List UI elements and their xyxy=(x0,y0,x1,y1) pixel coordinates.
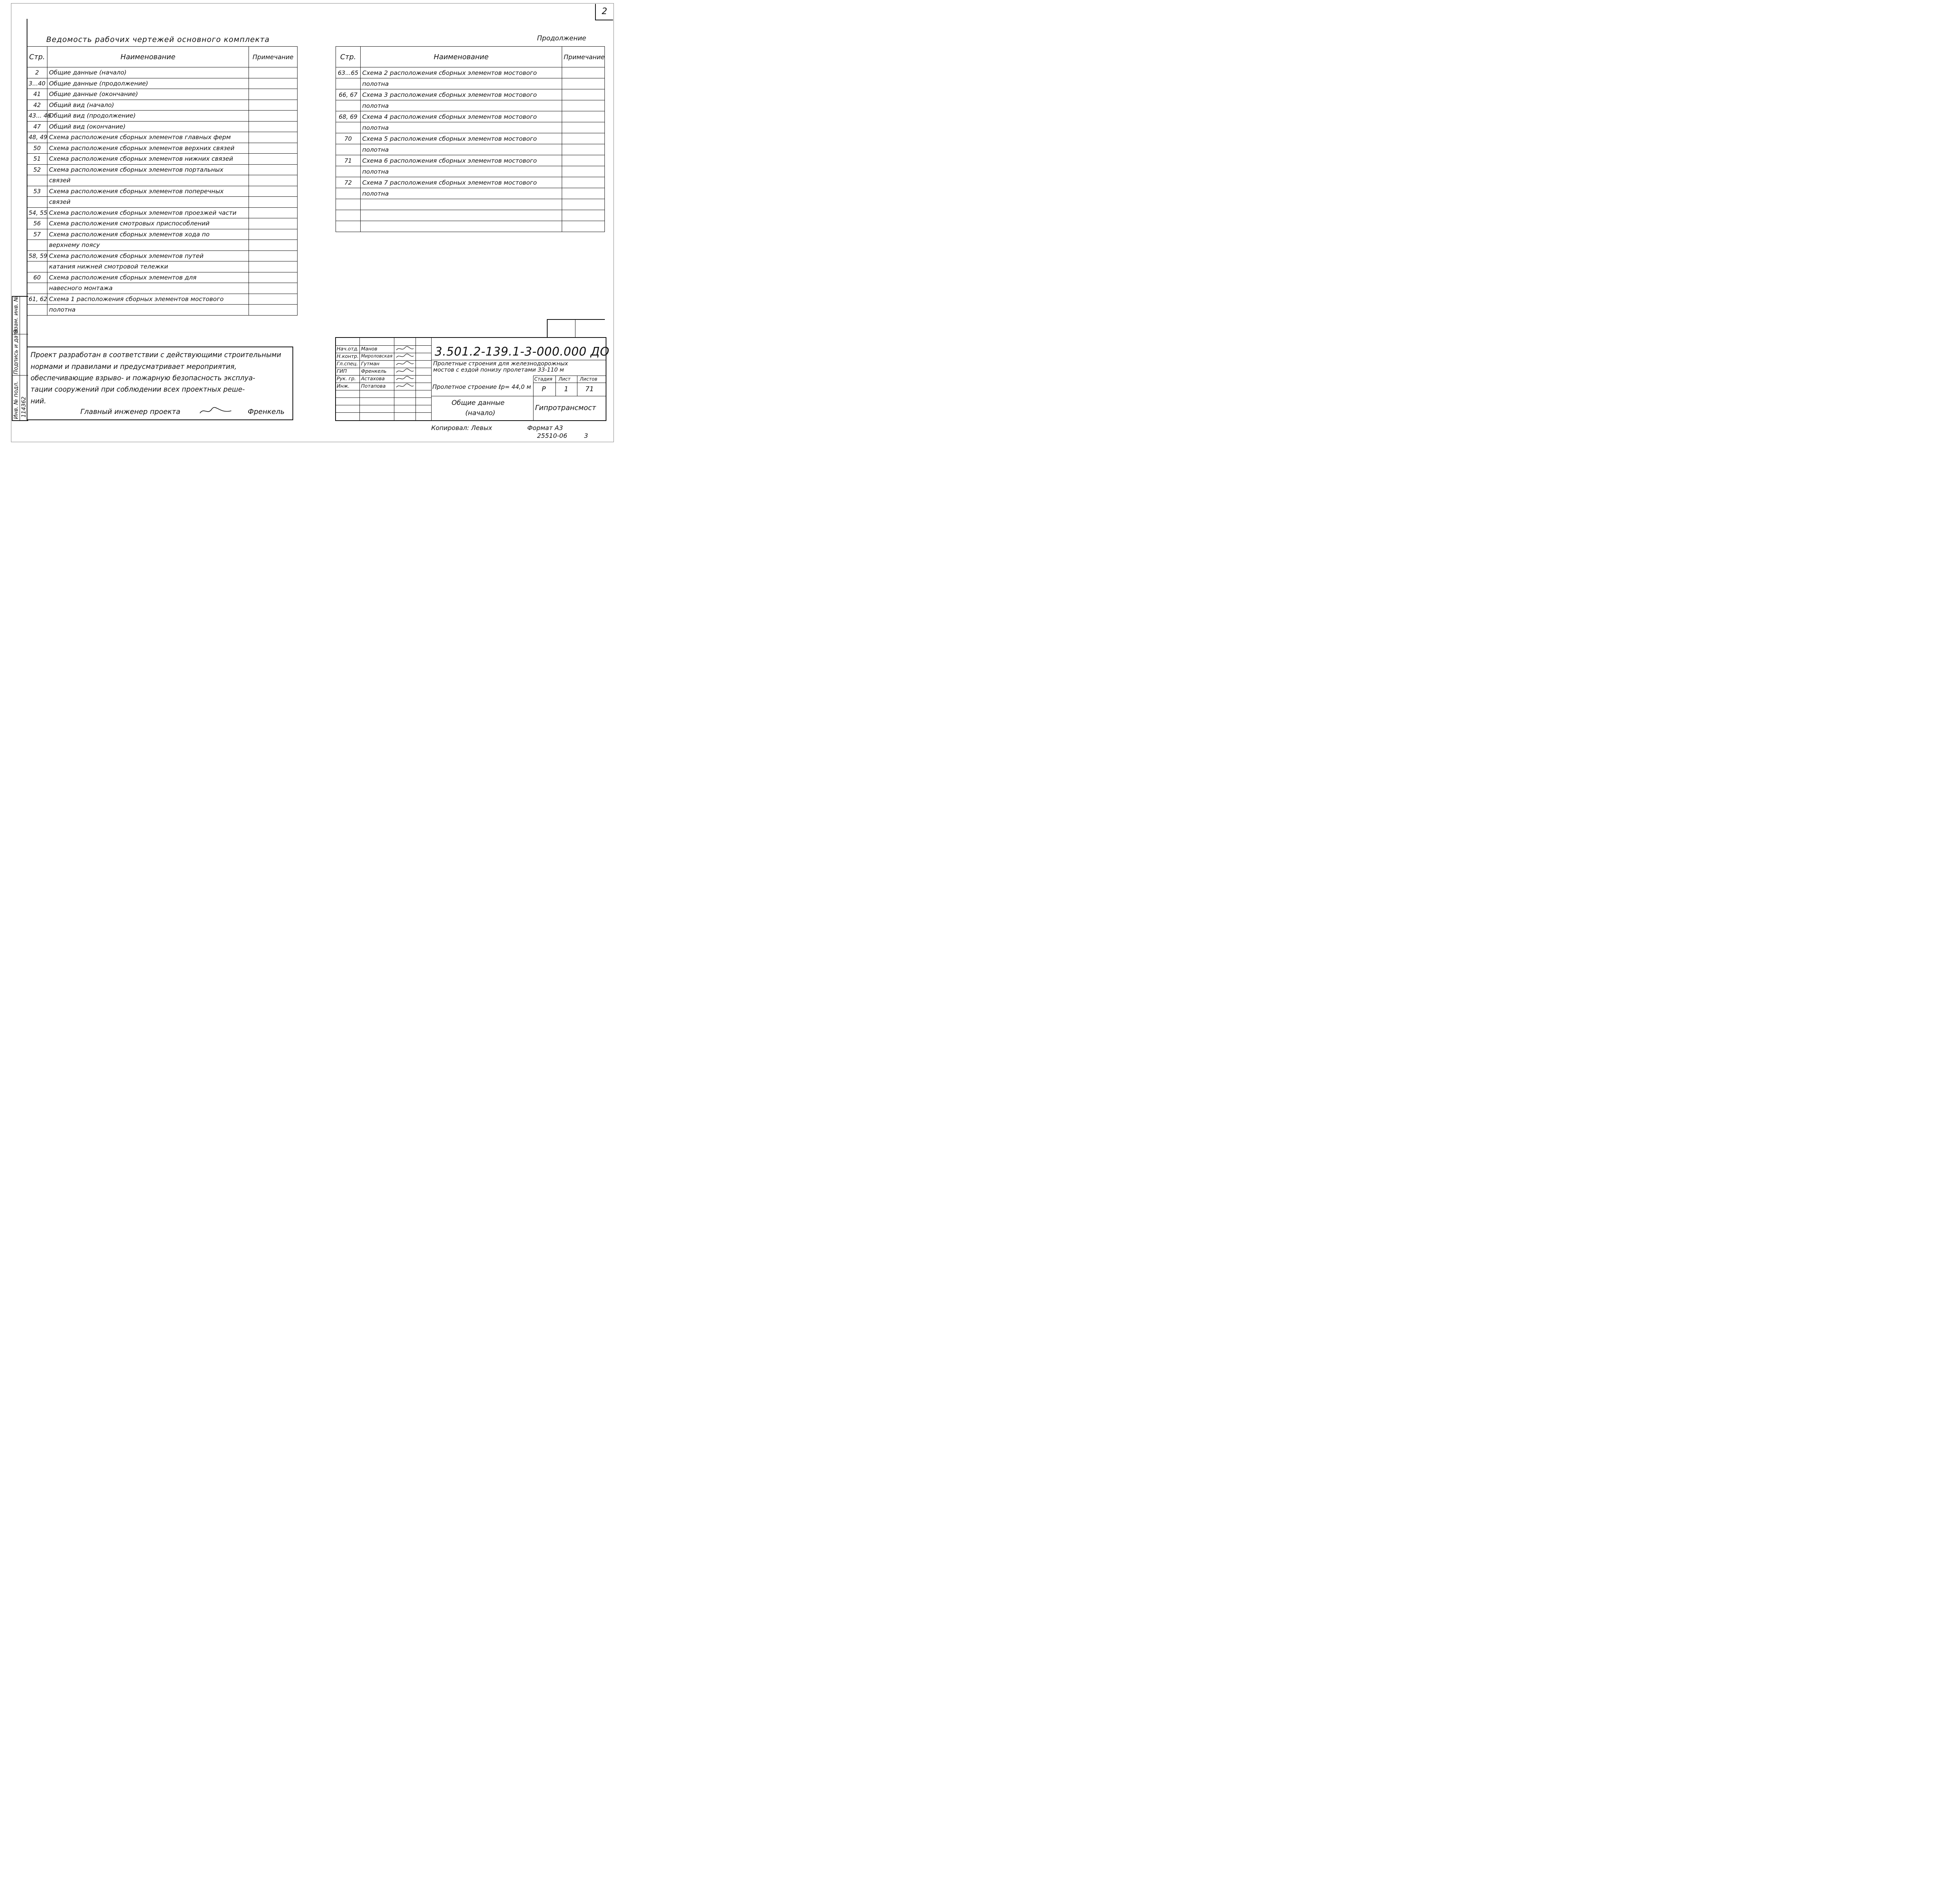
row-note xyxy=(562,199,605,210)
row-name: Схема 2 расположения сборных элементов мостового xyxy=(361,67,562,78)
row-note xyxy=(562,133,605,144)
table-row xyxy=(336,133,605,144)
right-register-table xyxy=(336,46,605,232)
row-note xyxy=(249,67,298,78)
name-4: Френкель xyxy=(361,368,387,374)
row-page xyxy=(336,144,361,155)
row-page xyxy=(27,197,47,208)
continuation-label: Продолжение xyxy=(537,34,586,42)
row-page xyxy=(336,221,361,232)
row-page xyxy=(27,175,47,186)
row-note xyxy=(249,261,298,272)
row-note xyxy=(249,132,298,143)
table-row xyxy=(27,197,298,208)
name-5: Астахова xyxy=(361,376,385,381)
row-note xyxy=(562,122,605,133)
table-row xyxy=(27,305,298,316)
row-note xyxy=(249,218,298,229)
inventory-sidebar xyxy=(12,296,28,421)
row-note xyxy=(562,177,605,188)
name-6: Потапова xyxy=(361,383,386,389)
row-name: связей xyxy=(47,175,249,186)
copied-by: Копировал: Левых xyxy=(431,424,492,432)
role-2: Н.контр. xyxy=(337,353,359,359)
sheets-label: Листов xyxy=(580,376,597,382)
row-page xyxy=(336,210,361,221)
row-name: Схема 7 расположения сборных элементов мостового xyxy=(361,177,562,188)
order-number: 25510-06 xyxy=(537,432,568,439)
note-line: тации сооружений при соблюдении всех проектных реше- xyxy=(31,386,245,394)
row-page: 71 xyxy=(336,155,361,166)
sheet-value: 1 xyxy=(564,385,568,393)
row-note xyxy=(249,250,298,261)
table-row xyxy=(336,188,605,199)
row-page: 2 xyxy=(27,67,47,78)
row-note xyxy=(249,164,298,175)
row-note xyxy=(249,240,298,251)
sheets-value: 71 xyxy=(585,385,594,393)
table-row xyxy=(27,294,298,305)
row-page xyxy=(336,188,361,199)
row-name: Общие данные (продолжение) xyxy=(47,78,249,89)
row-name: Схема расположения сборных элементов поперечных xyxy=(47,186,249,197)
table-row xyxy=(336,67,605,78)
header-note: Примечание xyxy=(562,47,605,67)
table-row xyxy=(336,144,605,155)
row-name: полотна xyxy=(361,78,562,89)
row-page xyxy=(27,283,47,294)
row-name: полотна xyxy=(361,100,562,111)
row-name: Общий вид (окончание) xyxy=(47,121,249,132)
row-note xyxy=(249,121,298,132)
row-page: 47 xyxy=(27,121,47,132)
role-6: Инж. xyxy=(337,383,350,389)
row-name: Схема расположения сборных элементов путей xyxy=(47,250,249,261)
table-row xyxy=(336,122,605,133)
row-name: Схема расположения сборных элементов для xyxy=(47,272,249,283)
structure-name: Пролетное строение ℓр= 44,0 м xyxy=(432,383,531,390)
chief-engineer-label: Главный инженер проекта xyxy=(80,408,180,416)
register-title: Ведомость рабочих чертежей основного комплекта xyxy=(46,35,270,44)
signature-icon xyxy=(198,405,233,417)
page-number: 3 xyxy=(584,432,588,439)
table-row xyxy=(27,186,298,197)
table-row xyxy=(336,155,605,166)
row-page: 3...40 xyxy=(27,78,47,89)
row-page: 50 xyxy=(27,143,47,154)
header-page: Стр. xyxy=(336,47,361,67)
table-row xyxy=(336,166,605,177)
role-3: Гл.спец. xyxy=(337,361,358,367)
table-row xyxy=(27,261,298,272)
row-name: Общие данные (начало) xyxy=(47,67,249,78)
row-note xyxy=(562,144,605,155)
table-row xyxy=(27,89,298,100)
organization: Гипротрансмост xyxy=(535,404,596,412)
row-name: Схема 1 расположения сборных элементов мостового xyxy=(47,294,249,305)
header-page: Стр. xyxy=(27,47,47,67)
role-5: Рук. гр. xyxy=(337,376,356,381)
inv-value: 114362 xyxy=(21,396,27,417)
table-row xyxy=(27,121,298,132)
sign-date-label: Подпись и дата xyxy=(13,329,19,374)
table-row xyxy=(27,240,298,251)
stamp-corner-box xyxy=(547,319,605,338)
name-1: Манов xyxy=(361,346,377,352)
row-name: полотна xyxy=(361,144,562,155)
table-row xyxy=(336,111,605,122)
row-page: 51 xyxy=(27,154,47,165)
table-row xyxy=(27,67,298,78)
row-name: Схема расположения смотровых приспособлений xyxy=(47,218,249,229)
row-page: 72 xyxy=(336,177,361,188)
row-name: связей xyxy=(47,197,249,208)
row-name: полотна xyxy=(361,122,562,133)
row-name xyxy=(361,221,562,232)
row-name: Схема расположения сборных элементов хода по xyxy=(47,229,249,240)
row-note xyxy=(249,197,298,208)
table-row xyxy=(336,199,605,210)
row-page: 63...65 xyxy=(336,67,361,78)
row-name: Схема расположения сборных элементов проезжей части xyxy=(47,207,249,218)
name-2: Мироловская xyxy=(361,353,393,359)
table-row xyxy=(336,100,605,111)
row-note xyxy=(249,89,298,100)
document-code: 3.501.2-139.1-3-000.000 ДО xyxy=(435,345,610,359)
row-note xyxy=(562,155,605,166)
inv-label: Инв. № подл. xyxy=(13,381,19,419)
header-name: Наименование xyxy=(361,47,562,67)
sheet-number: 2 xyxy=(595,4,613,20)
row-note xyxy=(562,221,605,232)
row-page: 60 xyxy=(27,272,47,283)
row-name: Общий вид (начало) xyxy=(47,100,249,111)
role-1: Нач.отд. xyxy=(337,346,359,352)
project-title-line-2: мостов с ездой понизу пролетами 33-110 м xyxy=(433,367,564,373)
row-name: полотна xyxy=(361,188,562,199)
row-name: Общие данные (окончание) xyxy=(47,89,249,100)
header-name: Наименование xyxy=(47,47,249,67)
row-page: 43... 46 xyxy=(27,111,47,122)
note-line: ний. xyxy=(31,397,46,405)
row-name: верхнему поясу xyxy=(47,240,249,251)
row-name: полотна xyxy=(361,166,562,177)
name-3: Гутман xyxy=(361,361,379,367)
header-note: Примечание xyxy=(249,47,298,67)
table-row xyxy=(27,229,298,240)
row-name: Схема 3 расположения сборных элементов мостового xyxy=(361,89,562,100)
row-name: Схема 4 расположения сборных элементов мостового xyxy=(361,111,562,122)
row-note xyxy=(562,78,605,89)
signatures-icon xyxy=(395,345,415,390)
table-row xyxy=(336,89,605,100)
row-page xyxy=(336,166,361,177)
row-note xyxy=(562,100,605,111)
stage-value: Р xyxy=(542,385,546,393)
row-page: 68, 69 xyxy=(336,111,361,122)
row-name: Общий вид (продолжение) xyxy=(47,111,249,122)
note-line: Проект разработан в соответствии с действующими строительными xyxy=(31,351,281,359)
row-page: 58, 59 xyxy=(27,250,47,261)
row-page: 41 xyxy=(27,89,47,100)
row-page xyxy=(336,199,361,210)
row-note xyxy=(249,229,298,240)
row-page: 53 xyxy=(27,186,47,197)
row-note xyxy=(249,186,298,197)
table-row xyxy=(27,132,298,143)
row-page: 61, 62 xyxy=(27,294,47,305)
row-name xyxy=(361,210,562,221)
table-row xyxy=(336,177,605,188)
doc-title-line-2: (начало) xyxy=(465,409,495,417)
row-name: Схема расположения сборных элементов нижних связей xyxy=(47,154,249,165)
row-note xyxy=(249,294,298,305)
row-name: Схема 5 расположения сборных элементов мостового xyxy=(361,133,562,144)
table-row xyxy=(27,175,298,186)
row-note xyxy=(249,305,298,316)
table-row xyxy=(27,250,298,261)
role-4: ГИП xyxy=(337,368,347,374)
row-name: полотна xyxy=(47,305,249,316)
table-row xyxy=(27,283,298,294)
stage-label: Стадия xyxy=(534,376,553,382)
replace-inv-label: Взам. инв. № xyxy=(13,296,19,333)
project-title-line-1: Пролетные строения для железнодорожных xyxy=(433,361,568,367)
table-row xyxy=(27,78,298,89)
row-page: 54, 55 xyxy=(27,207,47,218)
row-note xyxy=(249,143,298,154)
row-note xyxy=(249,100,298,111)
row-name: Схема 6 расположения сборных элементов мостового xyxy=(361,155,562,166)
chief-engineer-name: Френкель xyxy=(248,408,285,416)
row-note xyxy=(562,67,605,78)
row-page: 52 xyxy=(27,164,47,175)
row-note xyxy=(249,175,298,186)
row-note xyxy=(562,111,605,122)
table-row xyxy=(27,218,298,229)
row-page: 57 xyxy=(27,229,47,240)
row-name: Схема расположения сборных элементов верхних связей xyxy=(47,143,249,154)
row-page: 66, 67 xyxy=(336,89,361,100)
row-page: 48, 49 xyxy=(27,132,47,143)
row-note xyxy=(249,78,298,89)
format-label: Формат А3 xyxy=(527,424,563,432)
table-row xyxy=(336,210,605,221)
row-note xyxy=(562,166,605,177)
row-note xyxy=(562,188,605,199)
row-name xyxy=(361,199,562,210)
row-page: 56 xyxy=(27,218,47,229)
row-name: навесного монтажа xyxy=(47,283,249,294)
table-row xyxy=(27,164,298,175)
row-name: Схема расположения сборных элементов портальных xyxy=(47,164,249,175)
row-page xyxy=(27,240,47,251)
table-row xyxy=(27,207,298,218)
row-name: Схема расположения сборных элементов главных ферм xyxy=(47,132,249,143)
row-note xyxy=(249,207,298,218)
note-block xyxy=(27,347,293,420)
row-page xyxy=(336,78,361,89)
table-row xyxy=(27,143,298,154)
row-page: 70 xyxy=(336,133,361,144)
doc-title-line-1: Общие данные xyxy=(452,399,505,407)
row-page xyxy=(336,122,361,133)
row-note xyxy=(249,272,298,283)
row-note xyxy=(562,210,605,221)
table-row xyxy=(27,154,298,165)
row-page: 42 xyxy=(27,100,47,111)
note-line: обеспечивающие взрыво- и пожарную безопасность эксплуа- xyxy=(31,374,255,382)
row-note xyxy=(249,283,298,294)
row-note xyxy=(249,154,298,165)
row-note xyxy=(249,111,298,122)
row-name: катания нижней смотровой тележки xyxy=(47,261,249,272)
row-page xyxy=(27,261,47,272)
table-row xyxy=(27,100,298,111)
row-note xyxy=(562,89,605,100)
title-block xyxy=(335,337,610,421)
row-page xyxy=(336,100,361,111)
table-row xyxy=(336,221,605,232)
table-row xyxy=(27,111,298,122)
table-row xyxy=(336,78,605,89)
table-row xyxy=(27,272,298,283)
note-line: нормами и правилами и предусматривает мероприятия, xyxy=(31,363,237,371)
row-page xyxy=(27,305,47,316)
sheet-label: Лист xyxy=(559,376,571,382)
left-register-table xyxy=(27,46,298,316)
